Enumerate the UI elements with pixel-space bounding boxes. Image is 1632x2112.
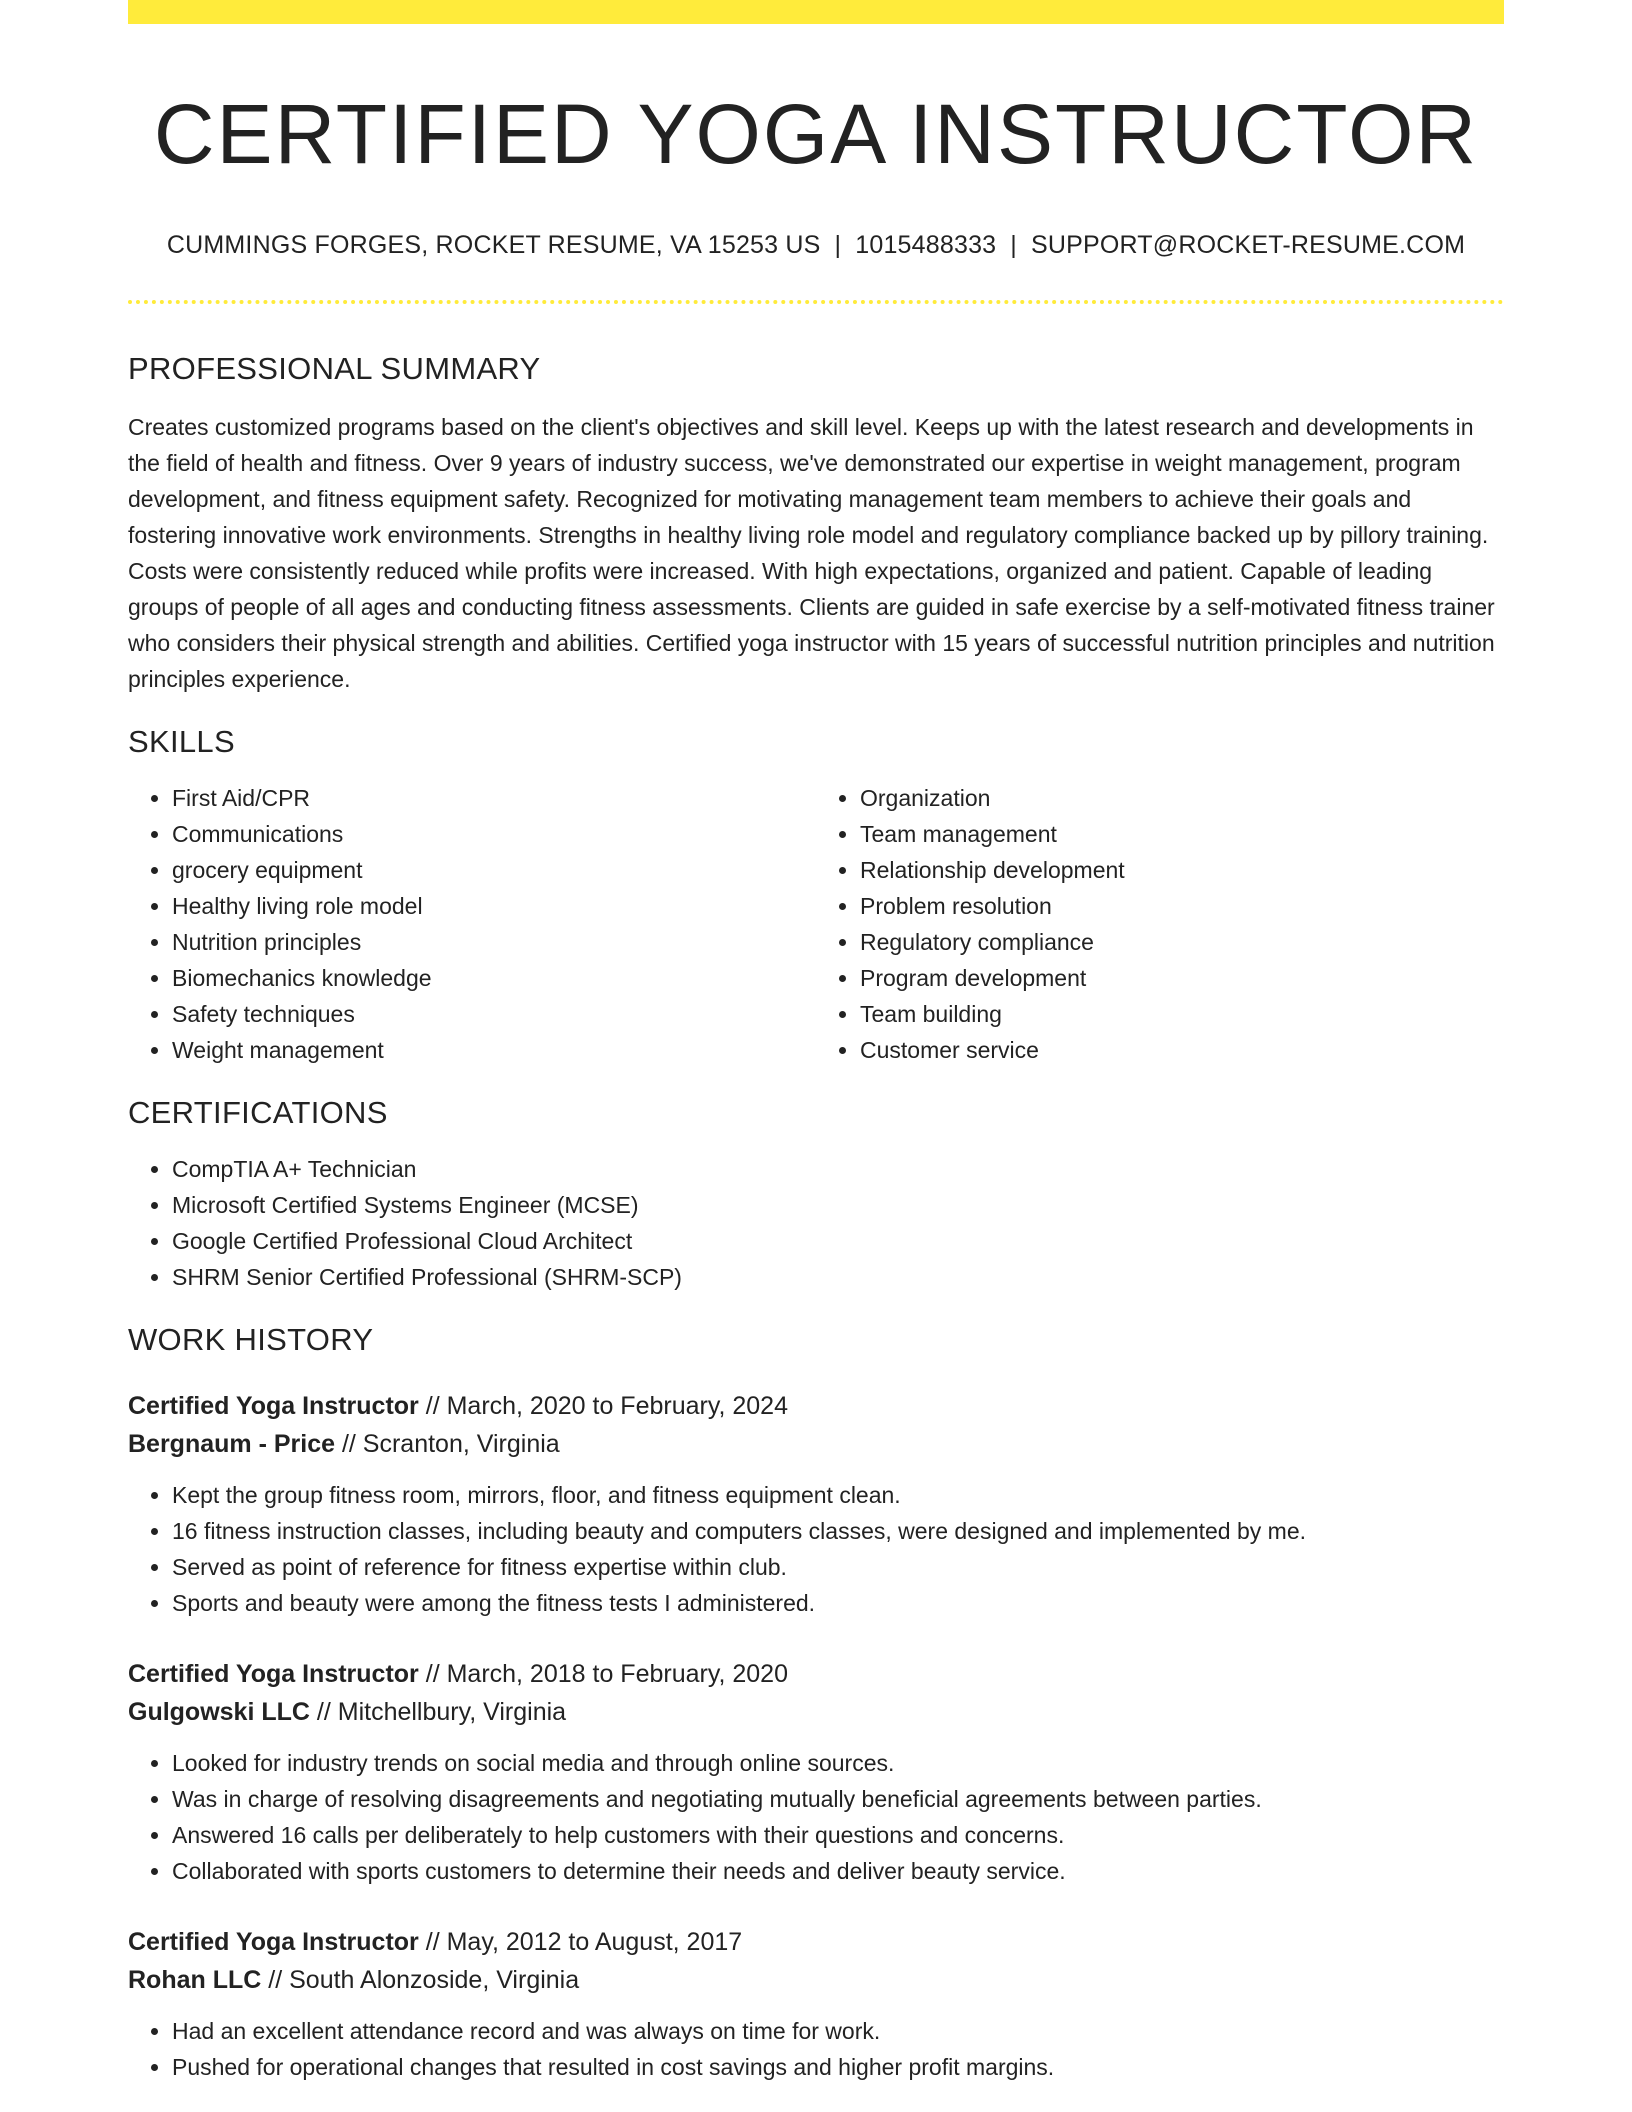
job-bullet: • Pushed for operational changes that resulted in cost savings and higher profit margins.	[172, 2049, 1504, 2085]
skill-item: • Safety techniques	[172, 996, 816, 1032]
skill-item: • Program development	[860, 960, 1504, 996]
skill-item: • Problem resolution	[860, 888, 1504, 924]
skill-item: • Team building	[860, 996, 1504, 1032]
certification-item: • Google Certified Professional Cloud Architect	[172, 1223, 1504, 1259]
certifications-heading: CERTIFICATIONS	[128, 1095, 388, 1131]
job-title-line	[128, 1655, 1504, 1693]
skill-item: • Team management	[860, 816, 1504, 852]
job-bullet: • Had an excellent attendance record and was always on time for work.	[172, 2013, 1504, 2049]
skill-item: • Regulatory compliance	[860, 924, 1504, 960]
job-title: Certified Yoga Instructor	[128, 1391, 419, 1420]
skill-item: • Biomechanics knowledge	[172, 960, 816, 996]
job-bullets	[128, 1745, 1504, 1889]
job-entry	[128, 1923, 1504, 2085]
job-company-line	[128, 1425, 1504, 1463]
job-title: Certified Yoga Instructor	[128, 1927, 419, 1956]
skill-item: • Weight management	[172, 1032, 816, 1068]
certification-item: • SHRM Senior Certified Professional (SHRM-SCP)	[172, 1259, 1504, 1295]
skill-item: • Organization	[860, 780, 1504, 816]
job-location: // Mitchellbury, Virginia	[316, 1697, 567, 1726]
skills-list-left	[128, 780, 816, 1068]
skill-item: • Customer service	[860, 1032, 1504, 1068]
contact-separator: |	[1010, 230, 1017, 259]
skill-item: • Nutrition principles	[172, 924, 816, 960]
skill-item: • Communications	[172, 816, 816, 852]
summary-text: Creates customized programs based on the client's objectives and skill level. Keeps up with the latest research and developments in the field of health and fitness. Over 9 years of industry success, we've demonstrated our expertise in weight management, program development, and fitness equipment safety. Recognized for motivating management team members to achieve their goals and fostering innovative work environments. Strengths in healthy living role model and regulatory compliance backed up by pillory training. Costs were consistently reduced while profits were increased. With high expectations, organized and patient. Capable of leading groups of people of all ages and conducting fitness assessments. Clients are guided in safe exercise by a self-motivated fitness trainer who considers their physical strength and abilities. Certified yoga instructor with 15 years of successful nutrition principles and nutrition principles experience.	[128, 413, 1495, 692]
job-bullet: • Served as point of reference for fitness expertise within club.	[172, 1549, 1504, 1585]
certification-item: • Microsoft Certified Systems Engineer (MCSE)	[172, 1187, 1504, 1223]
certifications-list	[128, 1151, 1504, 1295]
contact-email: SUPPORT@ROCKET-RESUME.COM	[1030, 230, 1466, 259]
skill-item: • First Aid/CPR	[172, 780, 816, 816]
job-bullet: • Collaborated with sports customers to determine their needs and deliver beauty service.	[172, 1853, 1504, 1889]
skill-item: • Healthy living role model	[172, 888, 816, 924]
certification-item: • CompTIA A+ Technician	[172, 1151, 1504, 1187]
job-bullet: • 16 fitness instruction classes, including beauty and computers classes, were designed and implemented by me.	[172, 1513, 1504, 1549]
job-dates: // May, 2012 to August, 2017	[425, 1927, 743, 1956]
job-title-line	[128, 1387, 1504, 1425]
job-location: // South Alonzoside, Virginia	[268, 1965, 580, 1994]
job-title: Certified Yoga Instructor	[128, 1659, 419, 1688]
job-bullets	[128, 2013, 1504, 2085]
job-bullet: • Looked for industry trends on social media and through online sources.	[172, 1745, 1504, 1781]
job-title-line	[128, 1923, 1504, 1961]
job-company: Rohan LLC	[128, 1965, 262, 1994]
job-company: Bergnaum - Price	[128, 1429, 336, 1458]
header-divider	[128, 300, 1504, 304]
resume-name: CERTIFIED YOGA INSTRUCTOR	[153, 87, 1479, 181]
job-dates: // March, 2020 to February, 2024	[425, 1391, 788, 1420]
skill-item: • Relationship development	[860, 852, 1504, 888]
job-bullet: • Answered 16 calls per deliberately to help customers with their questions and concerns.	[172, 1817, 1504, 1853]
contact-line	[128, 231, 1504, 260]
contact-address: CUMMINGS FORGES, ROCKET RESUME, VA 15253 US	[166, 230, 821, 259]
skills-heading: SKILLS	[128, 723, 235, 759]
contact-separator: |	[834, 230, 842, 259]
job-bullets	[128, 1477, 1504, 1621]
summary-heading: PROFESSIONAL SUMMARY	[128, 350, 541, 386]
job-entry	[128, 1387, 1504, 1621]
skills-list-right	[816, 780, 1504, 1068]
job-bullet: • Was in charge of resolving disagreements and negotiating mutually beneficial agreements between parties.	[172, 1781, 1504, 1817]
work-history-heading: WORK HISTORY	[128, 1322, 374, 1358]
job-location: // Scranton, Virginia	[341, 1429, 560, 1458]
top-accent-bar	[128, 0, 1504, 24]
contact-phone: 1015488333	[855, 230, 997, 259]
job-company-line	[128, 1961, 1504, 1999]
job-entry	[128, 1655, 1504, 1889]
resume-page	[128, 0, 1504, 2085]
job-dates: // March, 2018 to February, 2020	[425, 1659, 788, 1688]
job-bullet: • Kept the group fitness room, mirrors, floor, and fitness equipment clean.	[172, 1477, 1504, 1513]
skill-item: • grocery equipment	[172, 852, 816, 888]
skills-columns	[128, 780, 1504, 1068]
job-company-line	[128, 1693, 1504, 1731]
job-company: Gulgowski LLC	[128, 1697, 310, 1726]
job-bullet: • Sports and beauty were among the fitness tests I administered.	[172, 1585, 1504, 1621]
